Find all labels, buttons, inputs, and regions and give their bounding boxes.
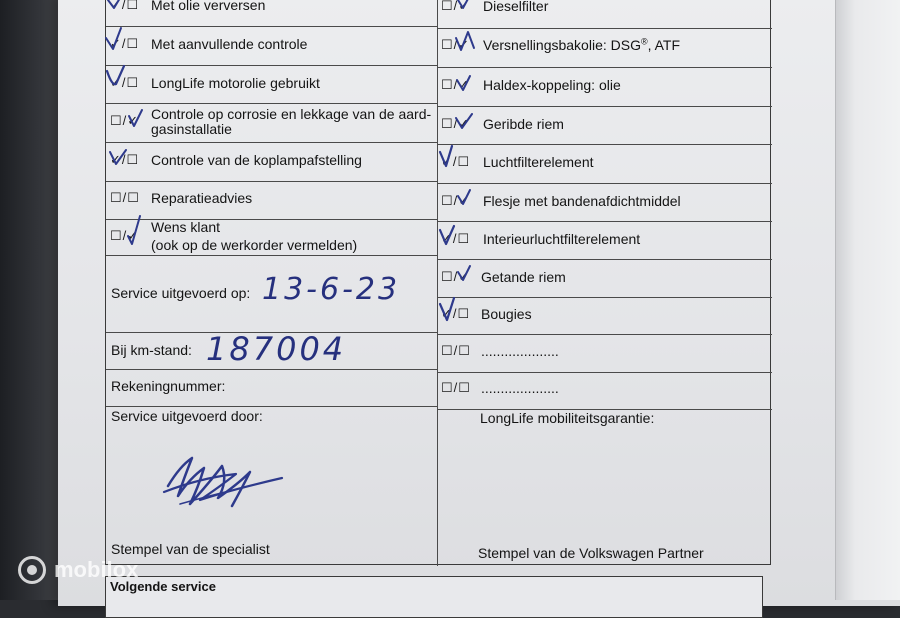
label-cabin-filter: Interieurluchtfilterelement (483, 231, 641, 247)
label-invoice-number: Rekeningnummer: (111, 378, 226, 394)
label-diesel-filter: Dieselfilter (483, 0, 549, 14)
checkbox-headlight-check[interactable]: ✓/☐ (110, 152, 140, 167)
handwritten-service-date: 13-6-23 (262, 272, 401, 307)
label-spark-plugs: Bougies (481, 306, 532, 322)
label-tire-sealant: Flesje met bandenafdichtmiddel (483, 193, 681, 209)
checkbox-extra-2[interactable]: ☐/☐ (441, 380, 471, 395)
label-service-date: Service uitgevoerd op: (111, 285, 251, 301)
next-service-section (105, 576, 763, 618)
checkbox-diesel-filter[interactable]: ☐/✓ (441, 0, 471, 13)
checkbox-air-filter[interactable]: ✓/☐ (441, 154, 471, 169)
label-gearbox-oil: Versnellingsbakolie: DSG®, ATF (483, 36, 681, 53)
label-headlight-check: Controle van de koplampafstelling (151, 152, 362, 168)
checkbox-customer-wish[interactable]: ☐/✓ (110, 228, 140, 243)
label-corrosion-check: Controle op corrosie en lekkage van de aard- (151, 106, 432, 122)
label-customer-wish-line2: (ook op de werkorder vermelden) (151, 237, 358, 253)
handwritten-km-reading: 187004 (206, 330, 347, 368)
column-divider (437, 0, 438, 566)
label-timing-belt: Getande riem (481, 269, 566, 285)
checkbox-oil-change[interactable]: ✓/☐ (110, 0, 140, 12)
label-haldex-oil: Haldex-koppeling: olie (483, 77, 621, 93)
label-customer-wish: Wens klant (151, 219, 220, 235)
checkbox-extra-1[interactable]: ☐/☐ (441, 343, 471, 358)
label-partner-stamp: Stempel van de Volkswagen Partner (478, 545, 704, 561)
mobilox-logo-icon (18, 556, 46, 584)
checkbox-additional-check[interactable]: ✓/☐ (110, 36, 140, 51)
checkbox-corrosion-check[interactable]: ☐/✓ (110, 113, 140, 128)
watermark-text: mobilox (54, 557, 139, 582)
label-repair-advice: Reparatieadvies (151, 190, 253, 206)
checkbox-longlife-oil[interactable]: ✓/☐ (110, 75, 140, 90)
checkbox-repair-advice[interactable]: ☐/☐ (110, 190, 140, 205)
next-service-title: Volgende service (110, 579, 216, 594)
label-air-filter: Luchtfilterelement (483, 154, 594, 170)
checkbox-ribbed-belt[interactable]: ☐/✓ (441, 116, 471, 131)
label-additional-check: Met aanvullende controle (151, 36, 308, 52)
watermark (18, 556, 138, 584)
label-longlife-oil: LongLife motorolie gebruikt (151, 75, 320, 91)
checkbox-timing-belt[interactable]: ☐/✓ (441, 269, 471, 284)
checkbox-spark-plugs[interactable]: ✓/☐ (441, 306, 471, 321)
checkbox-gearbox-oil[interactable]: ☐/✓ (441, 37, 471, 52)
label-ribbed-belt: Geribde riem (483, 116, 564, 132)
paper-edge-right (835, 0, 900, 600)
checkbox-tire-sealant[interactable]: ☐/✓ (441, 193, 471, 208)
label-specialist-stamp: Stempel van de specialist (111, 541, 270, 557)
label-performed-by: Service uitgevoerd door: (111, 408, 263, 424)
checkbox-haldex-oil[interactable]: ☐/✓ (441, 77, 471, 92)
checkbox-cabin-filter[interactable]: ✓/☐ (441, 231, 471, 246)
label-oil-change: Met olie verversen (151, 0, 266, 13)
label-mobility-guarantee: LongLife mobiliteitsgarantie: (480, 410, 655, 426)
label-corrosion-check-line2: gasinstallatie (151, 121, 232, 137)
label-km-reading: Bij km-stand: (111, 342, 192, 358)
dark-background-left (0, 0, 60, 600)
label-extra-2: .................... (481, 380, 559, 396)
label-extra-1: .................... (481, 343, 559, 359)
